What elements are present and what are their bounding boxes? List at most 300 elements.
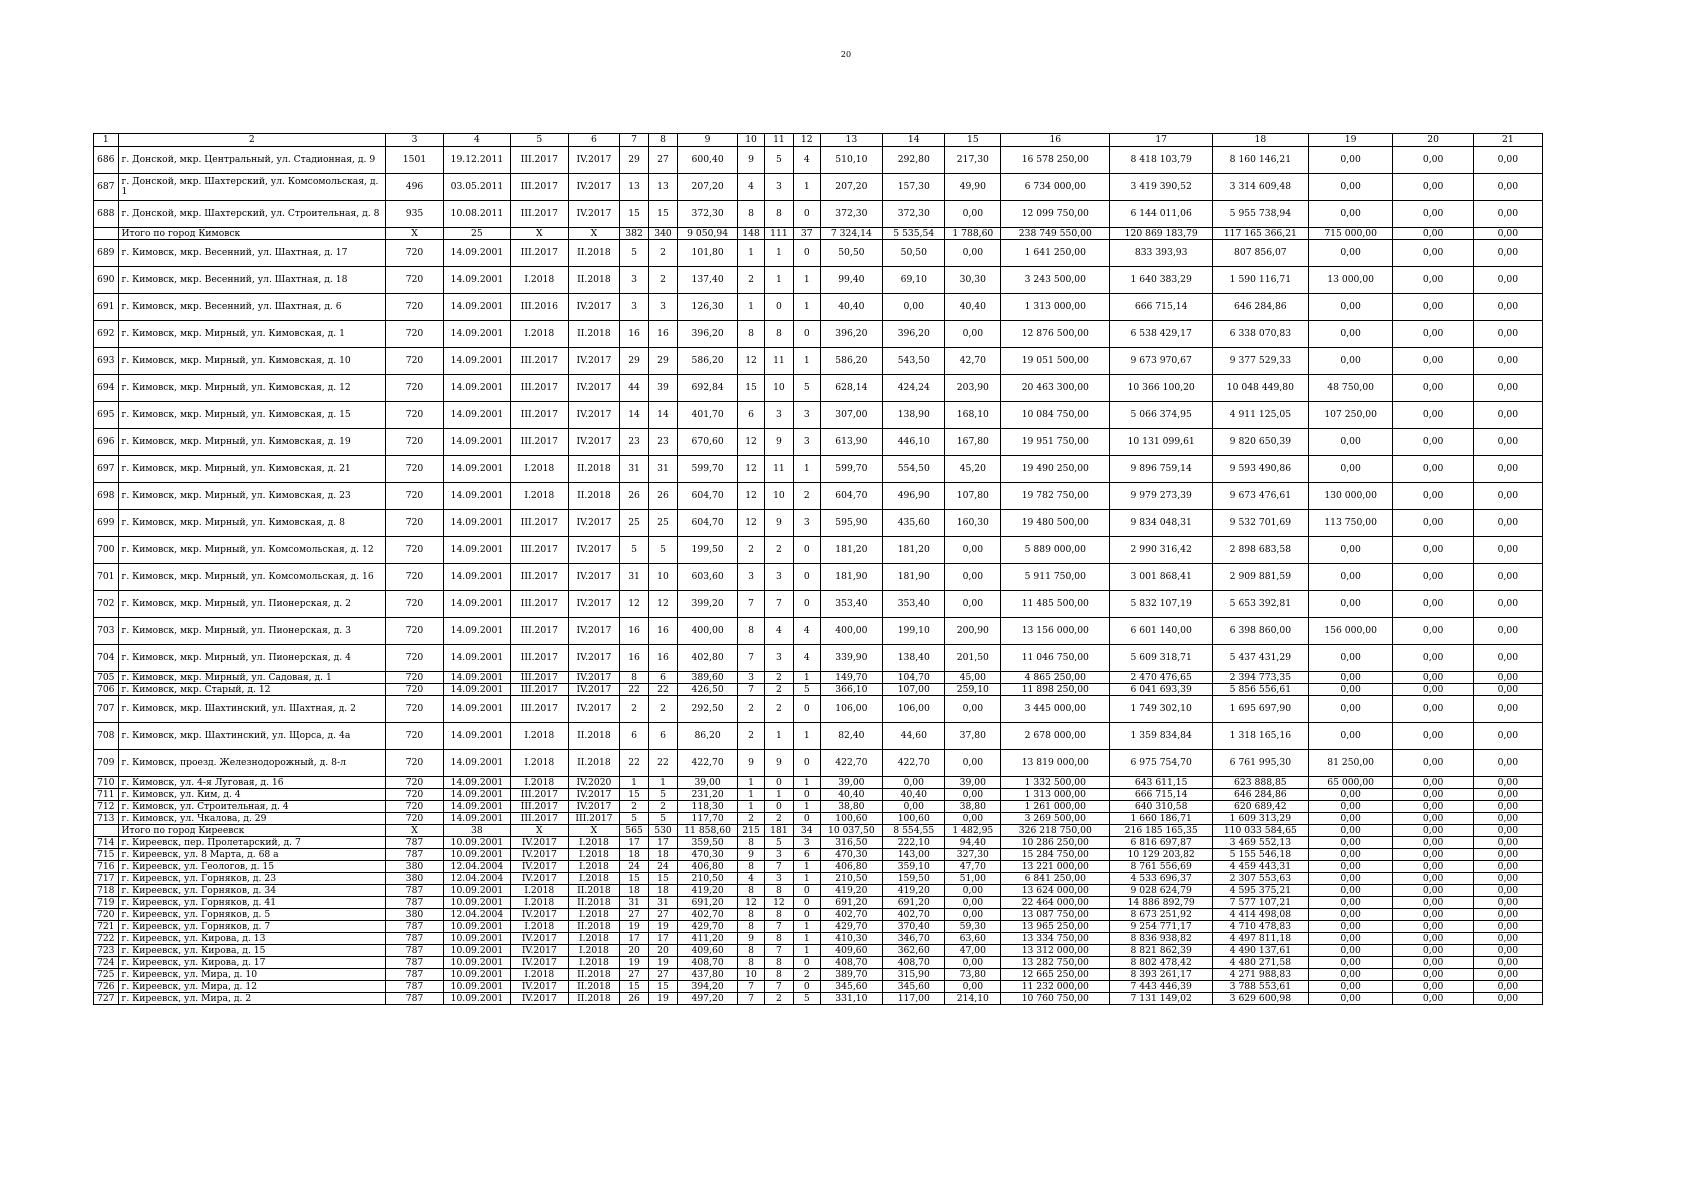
table-cell: 49,90	[945, 174, 1001, 201]
table-cell: 14.09.2001	[443, 813, 510, 825]
table-cell: 1 313 000,00	[1001, 294, 1110, 321]
table-cell: 0,00	[1308, 564, 1393, 591]
table-cell: 26	[620, 993, 649, 1005]
table-cell: 0	[793, 321, 820, 348]
table-cell: 604,70	[820, 483, 882, 510]
table-cell: 15	[649, 981, 678, 993]
table-cell: 406,80	[820, 861, 882, 873]
column-header: 1	[94, 134, 119, 147]
table-cell: 6 761 995,30	[1212, 750, 1308, 777]
table-cell: 426,50	[678, 684, 738, 696]
table-cell: 19 480 500,00	[1001, 510, 1110, 537]
table-cell: 400,00	[678, 618, 738, 645]
table-cell: 149,70	[820, 672, 882, 684]
table-cell: 3 314 609,48	[1212, 174, 1308, 201]
table-cell: 339,90	[820, 645, 882, 672]
address-cell: г. Кимовск, мкр. Мирный, ул. Кимовская, д. 10	[118, 348, 386, 375]
table-cell: 3 001 868,41	[1110, 564, 1213, 591]
table-cell: 10 366 100,20	[1110, 375, 1213, 402]
table-cell: III.2017	[510, 429, 568, 456]
table-cell: 101,80	[678, 240, 738, 267]
table-cell: 712	[94, 801, 119, 813]
table-cell: 1	[738, 777, 765, 789]
table-cell: IV.2017	[510, 993, 568, 1005]
address-cell: г. Кимовск, мкр. Мирный, ул. Комсомольская, д. 16	[118, 564, 386, 591]
table-cell: X	[510, 228, 568, 240]
table-row	[94, 201, 1543, 228]
table-cell: 7	[764, 861, 793, 873]
table-cell: 19	[649, 921, 678, 933]
table-cell: 0,00	[1473, 429, 1542, 456]
table-cell: 82,40	[820, 723, 882, 750]
table-cell: 497,20	[678, 993, 738, 1005]
table-cell: 7	[738, 993, 765, 1005]
table-cell: 1 332 500,00	[1001, 777, 1110, 789]
table-cell: 0,00	[883, 777, 945, 789]
table-cell: 599,70	[820, 456, 882, 483]
table-cell: IV.2017	[568, 147, 619, 174]
table-cell: 1	[738, 789, 765, 801]
table-cell: 18	[649, 849, 678, 861]
table-cell: 7	[738, 981, 765, 993]
table-cell: 216 185 165,35	[1110, 825, 1213, 837]
table-cell: 22	[620, 684, 649, 696]
table-cell: 111	[764, 228, 793, 240]
table-cell: 565	[620, 825, 649, 837]
table-cell: 0,00	[1393, 294, 1473, 321]
table-cell: 130 000,00	[1308, 483, 1393, 510]
table-cell: 0,00	[1473, 672, 1542, 684]
table-cell: 402,70	[678, 909, 738, 921]
table-cell: 0,00	[1393, 909, 1473, 921]
address-cell: г. Киреевск, ул. Мира, д. 10	[118, 969, 386, 981]
table-cell: 3	[649, 294, 678, 321]
table-cell: 717	[94, 873, 119, 885]
table-cell: 10.09.2001	[443, 897, 510, 909]
table-cell: III.2017	[510, 240, 568, 267]
table-cell: 411,20	[678, 933, 738, 945]
table-cell: 19	[620, 957, 649, 969]
table-cell: 3	[620, 267, 649, 294]
table-cell: 2 898 683,58	[1212, 537, 1308, 564]
table-cell: 14.09.2001	[443, 294, 510, 321]
table-cell: 0,00	[1473, 789, 1542, 801]
table-cell: 0,00	[1308, 849, 1393, 861]
table-cell: 31	[620, 897, 649, 909]
column-header: 18	[1212, 134, 1308, 147]
address-cell: г. Кимовск, мкр. Мирный, ул. Кимовская, д. 8	[118, 510, 386, 537]
table-cell: II.2018	[568, 723, 619, 750]
table-cell: 207,20	[820, 174, 882, 201]
table-cell: 8	[764, 201, 793, 228]
table-cell: 27	[649, 969, 678, 981]
table-cell: I.2018	[568, 873, 619, 885]
table-header	[94, 134, 1543, 147]
table-cell: 0,00	[1393, 174, 1473, 201]
table-cell: 3	[764, 873, 793, 885]
table-cell: 14.09.2001	[443, 267, 510, 294]
table-cell: 0,00	[1393, 267, 1473, 294]
table-cell: 4	[793, 618, 820, 645]
table-cell: 16	[649, 618, 678, 645]
table-cell: 86,20	[678, 723, 738, 750]
table-cell: 31	[649, 897, 678, 909]
table-cell: IV.2017	[568, 375, 619, 402]
column-header: 13	[820, 134, 882, 147]
table-cell: 586,20	[820, 348, 882, 375]
table-cell: 3 243 500,00	[1001, 267, 1110, 294]
table-cell: 0,00	[883, 801, 945, 813]
table-cell: III.2017	[510, 672, 568, 684]
table-cell: 646 284,86	[1212, 789, 1308, 801]
table-cell: III.2017	[510, 801, 568, 813]
table-cell: 0,00	[1473, 933, 1542, 945]
table-cell: 1	[793, 861, 820, 873]
table-cell: 0,00	[1308, 957, 1393, 969]
table-cell: 199,50	[678, 537, 738, 564]
table-cell: 530	[649, 825, 678, 837]
table-cell: IV.2017	[568, 294, 619, 321]
table-cell: 1	[793, 945, 820, 957]
table-cell: 1	[764, 267, 793, 294]
table-cell: 13 624 000,00	[1001, 885, 1110, 897]
table-cell: 1 695 697,90	[1212, 696, 1308, 723]
table-cell: 9 254 771,17	[1110, 921, 1213, 933]
table-cell: 3	[738, 672, 765, 684]
table-cell: III.2017	[510, 813, 568, 825]
table-cell: 702	[94, 591, 119, 618]
table-cell: 107,80	[945, 483, 1001, 510]
table-cell: 4 865 250,00	[1001, 672, 1110, 684]
table-cell: 15	[620, 201, 649, 228]
table-cell: 18	[620, 885, 649, 897]
table-cell: 2	[764, 684, 793, 696]
table-cell: III.2017	[510, 375, 568, 402]
table-cell: 715	[94, 849, 119, 861]
table-cell: 2	[764, 672, 793, 684]
table-cell: 167,80	[945, 429, 1001, 456]
table-cell: 181,20	[883, 537, 945, 564]
table-cell: 720	[386, 402, 444, 429]
table-row	[94, 645, 1543, 672]
table-cell: 8	[738, 618, 765, 645]
address-cell: г. Киреевск, ул. Горняков, д. 34	[118, 885, 386, 897]
table-cell: 704	[94, 645, 119, 672]
table-cell: 0,00	[945, 750, 1001, 777]
table-cell: 14.09.2001	[443, 456, 510, 483]
table-cell: 29	[649, 348, 678, 375]
table-cell: 401,70	[678, 402, 738, 429]
table-cell: 408,70	[883, 957, 945, 969]
table-cell: 419,20	[883, 885, 945, 897]
table-cell: 9 834 048,31	[1110, 510, 1213, 537]
address-cell: г. Киреевск, ул. Геологов, д. 15	[118, 861, 386, 873]
table-cell: 0,00	[945, 789, 1001, 801]
table-cell: I.2018	[510, 885, 568, 897]
table-cell: 27	[620, 969, 649, 981]
table-cell: 326 218 750,00	[1001, 825, 1110, 837]
table-cell: 13 156 000,00	[1001, 618, 1110, 645]
table-cell: 8	[764, 933, 793, 945]
table-cell: 0,00	[1393, 321, 1473, 348]
table-cell: 34	[793, 825, 820, 837]
table-cell: 120 869 183,79	[1110, 228, 1213, 240]
table-cell: IV.2017	[510, 873, 568, 885]
table-cell: 4 414 498,08	[1212, 909, 1308, 921]
table-cell: IV.2017	[510, 981, 568, 993]
table-cell: 720	[386, 801, 444, 813]
table-cell: 691,20	[820, 897, 882, 909]
table-cell: 20	[620, 945, 649, 957]
table-cell: 12	[738, 510, 765, 537]
table-cell: 380	[386, 909, 444, 921]
table-cell: 0,00	[1473, 813, 1542, 825]
address-cell: г. Кимовск, мкр. Мирный, ул. Пионерская, д. 4	[118, 645, 386, 672]
table-row	[94, 618, 1543, 645]
column-header: 9	[678, 134, 738, 147]
table-cell: 346,70	[883, 933, 945, 945]
table-cell: 13 221 000,00	[1001, 861, 1110, 873]
table-row	[94, 537, 1543, 564]
table-cell: 5 911 750,00	[1001, 564, 1110, 591]
table-cell: 9	[764, 750, 793, 777]
table-cell: 646 284,86	[1212, 294, 1308, 321]
table-cell: 6 841 250,00	[1001, 873, 1110, 885]
table-cell: 16	[620, 618, 649, 645]
table-cell: 14.09.2001	[443, 321, 510, 348]
table-cell: 422,70	[678, 750, 738, 777]
table-cell: 692,84	[678, 375, 738, 402]
table-row	[94, 591, 1543, 618]
table-cell: 2	[793, 483, 820, 510]
table-cell: 14.09.2001	[443, 510, 510, 537]
table-cell: 4	[738, 174, 765, 201]
table-cell: 11	[764, 348, 793, 375]
table-cell: 210,50	[678, 873, 738, 885]
table-cell: 787	[386, 933, 444, 945]
table-cell: 10 048 449,80	[1212, 375, 1308, 402]
table-cell: 2 990 316,42	[1110, 537, 1213, 564]
table-cell: 3	[764, 174, 793, 201]
table-cell: III.2017	[510, 789, 568, 801]
table-cell: 307,00	[820, 402, 882, 429]
table-cell: 1	[620, 777, 649, 789]
table-cell: 50,50	[883, 240, 945, 267]
table-row	[94, 909, 1543, 921]
column-header: 8	[649, 134, 678, 147]
table-cell: 201,50	[945, 645, 1001, 672]
table-cell: 19	[649, 993, 678, 1005]
table-cell: 45,00	[945, 672, 1001, 684]
column-header: 7	[620, 134, 649, 147]
table-cell: 44	[620, 375, 649, 402]
table-cell: 0,00	[945, 201, 1001, 228]
table-cell: 0,00	[1393, 564, 1473, 591]
table-cell: 12	[738, 429, 765, 456]
table-cell: 0,00	[1473, 201, 1542, 228]
table-cell: 0,00	[1308, 993, 1393, 1005]
table-row	[94, 456, 1543, 483]
table-cell: 0,00	[1308, 240, 1393, 267]
table-cell: 0	[793, 201, 820, 228]
table-cell: 316,50	[820, 837, 882, 849]
table-cell: 4	[738, 873, 765, 885]
table-cell: 1	[793, 672, 820, 684]
table-cell: 5 889 000,00	[1001, 537, 1110, 564]
table-cell: 10.09.2001	[443, 969, 510, 981]
table-cell: 720	[386, 789, 444, 801]
table-cell: I.2018	[510, 723, 568, 750]
table-cell: 1	[738, 801, 765, 813]
table-cell: 0,00	[1393, 483, 1473, 510]
table-cell: 382	[620, 228, 649, 240]
table-row	[94, 510, 1543, 537]
table-cell: 106,00	[883, 696, 945, 723]
table-row	[94, 228, 1543, 240]
column-header: 4	[443, 134, 510, 147]
table-cell: 19	[649, 957, 678, 969]
table-row	[94, 564, 1543, 591]
table-cell: 15	[649, 873, 678, 885]
table-row	[94, 147, 1543, 174]
table-cell: 25	[649, 510, 678, 537]
column-header: 17	[1110, 134, 1213, 147]
table-cell: 8	[738, 321, 765, 348]
table-cell: 3 419 390,52	[1110, 174, 1213, 201]
table-cell: 1 318 165,16	[1212, 723, 1308, 750]
table-cell: 117,70	[678, 813, 738, 825]
table-cell: 724	[94, 957, 119, 969]
table-cell: I.2018	[568, 861, 619, 873]
table-cell: 2	[649, 240, 678, 267]
table-cell: 5	[649, 537, 678, 564]
table-cell: 470,30	[820, 849, 882, 861]
table-cell: 716	[94, 861, 119, 873]
table-cell: II.2018	[568, 921, 619, 933]
table-row	[94, 240, 1543, 267]
table-cell: 1	[793, 921, 820, 933]
table-cell: 400,00	[820, 618, 882, 645]
table-cell: 2 678 000,00	[1001, 723, 1110, 750]
table-cell: 19 951 750,00	[1001, 429, 1110, 456]
table-cell: 9 820 650,39	[1212, 429, 1308, 456]
table-cell: 4	[793, 645, 820, 672]
table-cell: 8	[738, 885, 765, 897]
table-cell: 47,00	[945, 945, 1001, 957]
table-cell: IV.2020	[568, 777, 619, 789]
table-cell: 693	[94, 348, 119, 375]
table-cell: 47,70	[945, 861, 1001, 873]
table-cell: 23	[649, 429, 678, 456]
table-cell: 199,10	[883, 618, 945, 645]
table-cell: 200,90	[945, 618, 1001, 645]
table-cell: 402,80	[678, 645, 738, 672]
table-cell: 0,00	[1393, 969, 1473, 981]
table-cell: 12	[649, 591, 678, 618]
table-cell: 706	[94, 684, 119, 696]
table-cell: 437,80	[678, 969, 738, 981]
table-cell: 470,30	[678, 849, 738, 861]
table-cell: 0,00	[1473, 750, 1542, 777]
table-cell: 0,00	[1308, 294, 1393, 321]
address-cell: г. Кимовск, мкр. Мирный, ул. Кимовская, д. 1	[118, 321, 386, 348]
table-cell: 117 165 366,21	[1212, 228, 1308, 240]
table-cell: 8	[764, 969, 793, 981]
table-cell: 0,00	[1473, 981, 1542, 993]
table-cell: 0,00	[1393, 861, 1473, 873]
table-cell: II.2018	[568, 993, 619, 1005]
table-cell: 0,00	[945, 897, 1001, 909]
table-cell: 0	[764, 801, 793, 813]
table-cell: 0,00	[1393, 750, 1473, 777]
table-cell: 160,30	[945, 510, 1001, 537]
table-cell: 215	[738, 825, 765, 837]
table-cell: 5	[764, 837, 793, 849]
table-cell: 787	[386, 837, 444, 849]
table-cell: 73,80	[945, 969, 1001, 981]
table-cell: 698	[94, 483, 119, 510]
table-cell: 700	[94, 537, 119, 564]
table-cell: 402,70	[820, 909, 882, 921]
table-cell: 1	[793, 723, 820, 750]
table-cell: 5	[649, 813, 678, 825]
table-cell: 7	[764, 945, 793, 957]
table-cell: 1	[649, 777, 678, 789]
address-cell: г. Донской, мкр. Шахтерский, ул. Комсомольская, д. 1	[118, 174, 386, 201]
table-cell: 1 640 383,29	[1110, 267, 1213, 294]
table-cell: 696	[94, 429, 119, 456]
table-cell: 0	[793, 240, 820, 267]
table-cell: 1	[738, 294, 765, 321]
table-cell: 705	[94, 672, 119, 684]
table-cell: 17	[620, 933, 649, 945]
table-cell: 0,00	[1308, 429, 1393, 456]
table-cell: X	[568, 825, 619, 837]
table-cell: 0,00	[1393, 696, 1473, 723]
table-cell: 695	[94, 402, 119, 429]
table-cell: 14.09.2001	[443, 429, 510, 456]
table-cell: 787	[386, 969, 444, 981]
table-cell: 2	[738, 696, 765, 723]
table-cell: 5	[649, 789, 678, 801]
table-cell: II.2018	[568, 240, 619, 267]
housing-program-table	[93, 133, 1543, 1005]
table-cell: 720	[386, 645, 444, 672]
table-cell: 65 000,00	[1308, 777, 1393, 789]
table-cell: 6 816 697,87	[1110, 837, 1213, 849]
table-cell: 0,00	[1308, 885, 1393, 897]
table-cell: 13 087 750,00	[1001, 909, 1110, 921]
table-cell: 446,10	[883, 429, 945, 456]
table-cell: 6	[649, 723, 678, 750]
table-cell: 217,30	[945, 147, 1001, 174]
table-cell: 20	[649, 945, 678, 957]
table-cell: 694	[94, 375, 119, 402]
table-cell: 39,00	[945, 777, 1001, 789]
table-cell: 10 760 750,00	[1001, 993, 1110, 1005]
table-cell: IV.2017	[510, 945, 568, 957]
table-cell: 17	[649, 933, 678, 945]
table-cell: 5	[620, 537, 649, 564]
table-cell: 0,00	[1308, 723, 1393, 750]
table-cell: 1	[793, 777, 820, 789]
table-cell: 0,00	[1308, 591, 1393, 618]
address-cell: г. Кимовск, мкр. Мирный, ул. Пионерская, д. 2	[118, 591, 386, 618]
table-cell: 0,00	[1473, 825, 1542, 837]
table-cell: 0,00	[1308, 696, 1393, 723]
table-cell: 40,40	[883, 789, 945, 801]
column-number-row	[94, 134, 1543, 147]
